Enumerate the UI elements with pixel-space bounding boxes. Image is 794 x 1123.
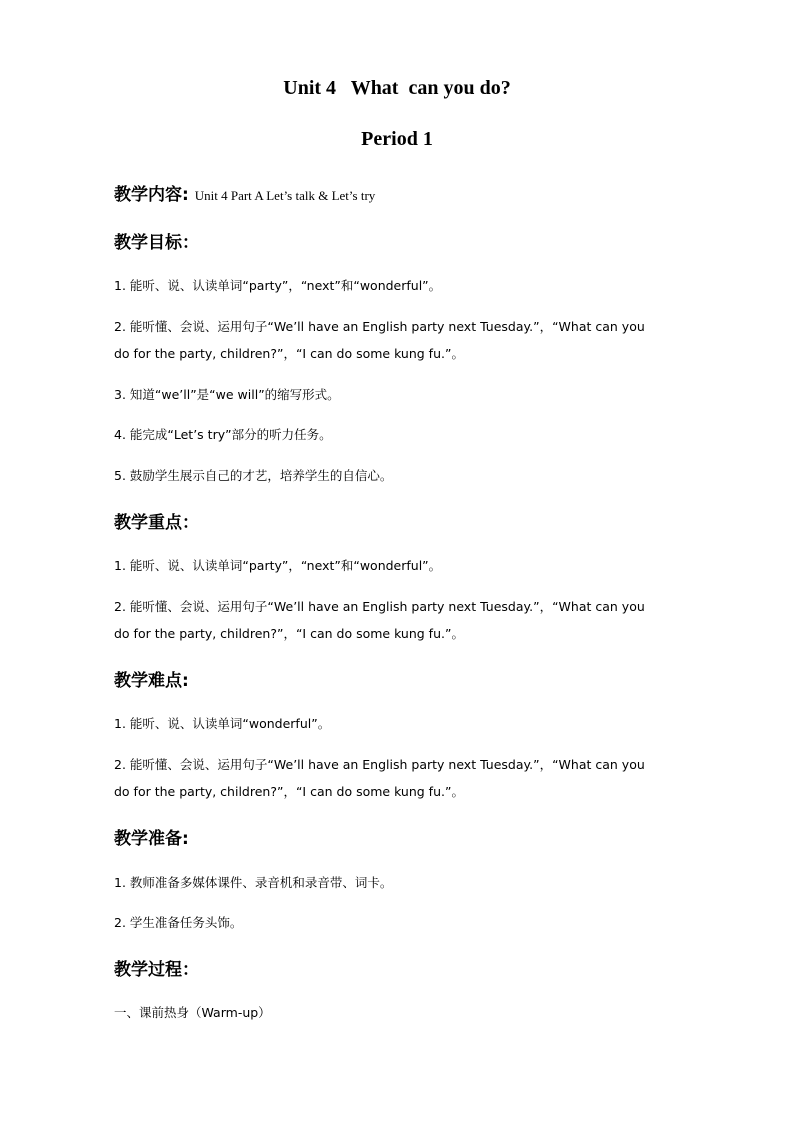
key-point-item: do for the party, children?”，“I can do some kung fu.”。 — [114, 626, 464, 641]
period-title: Period 1 — [361, 128, 433, 150]
objectives-heading: 教学目标： — [114, 233, 199, 253]
key-point-item: 1. 能听、说、认读单词“party”，“next”和“wonderful”。 — [114, 558, 442, 573]
difficulty-item: do for the party, children?”，“I can do some kung fu.”。 — [114, 784, 464, 799]
difficulties-heading: 教学难点: — [114, 671, 189, 691]
document-title: Unit 4 What can you do? — [283, 77, 511, 99]
key-points-heading: 教学重点： — [114, 513, 199, 533]
process-heading: 教学过程： — [114, 960, 199, 980]
content-label: 教学内容: — [114, 185, 189, 205]
difficulty-item: 1. 能听、说、认读单词“wonderful”。 — [114, 716, 331, 731]
process-item: 一、课前热身（Warm-up） — [114, 1005, 271, 1020]
preparation-item: 1. 教师准备多媒体课件、录音机和录音带、词卡。 — [114, 875, 393, 890]
objective-item: 3. 知道“we’ll”是“we will”的缩写形式。 — [114, 387, 340, 402]
objective-item: 2. 能听懂、会说、运用句子“We’ll have an English party next Tuesday.”，“What can you — [114, 319, 645, 334]
objective-item: 4. 能完成“Let’s try”部分的听力任务。 — [114, 427, 332, 442]
objective-item: 5. 鼓励学生展示自己的才艺，培养学生的自信心。 — [114, 468, 393, 483]
preparation-heading: 教学准备: — [114, 829, 189, 849]
difficulty-item: 2. 能听懂、会说、运用句子“We’ll have an English party next Tuesday.”，“What can you — [114, 757, 645, 772]
objective-item: do for the party, children?”，“I can do some kung fu.”。 — [114, 346, 464, 361]
content-text: Unit 4 Part A Let’s talk & Let’s try — [194, 188, 376, 203]
content-heading — [114, 180, 375, 205]
objective-item: 1. 能听、说、认读单词“party”，“next”和“wonderful”。 — [114, 278, 442, 293]
key-point-item: 2. 能听懂、会说、运用句子“We’ll have an English party next Tuesday.”，“What can you — [114, 599, 645, 614]
preparation-item: 2. 学生准备任务头饰。 — [114, 915, 243, 930]
